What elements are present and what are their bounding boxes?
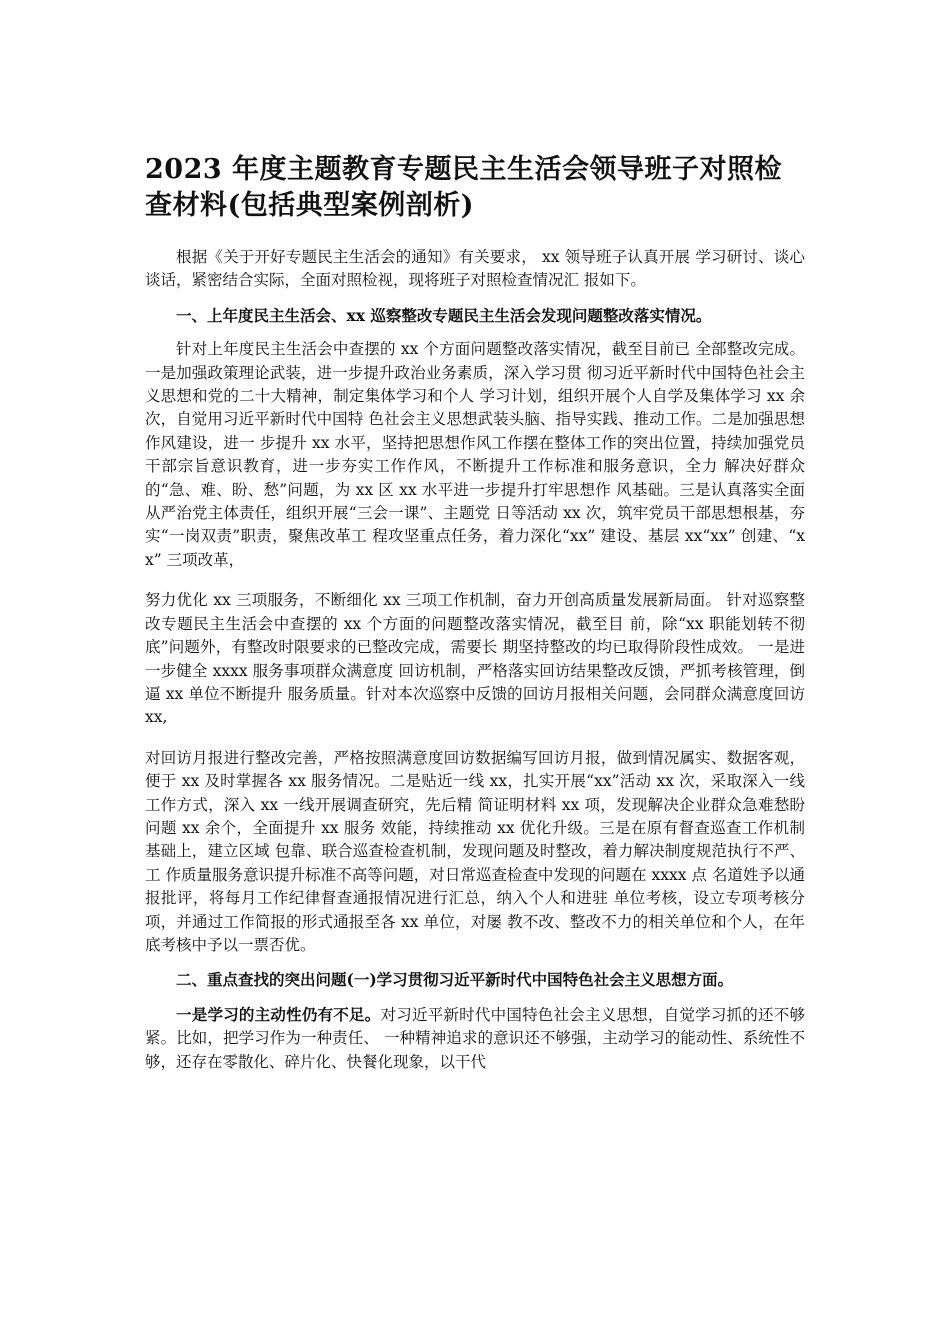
intro-paragraph: 根据《关于开好专题民主生活会的通知》有关要求， xx 领导班子认真开展 学习研讨、谈心谈话，紧密结合实际，全面对照检视，现将班子对照检查情况汇 报如下。: [145, 248, 805, 290]
document-title: 2023 年度主题教育专题民主生活会领导班子对照检查材料(包括典型案例剖析): [145, 154, 783, 221]
document-page: [145, 152, 805, 1074]
section2-heading: 二、重点查找的突出问题(一)学习贯彻习近平新时代中国特色社会主义思想方面。: [176, 970, 734, 990]
section1-paragraph-1: 针对上年度民主生活会中查摆的 xx 个方面问题整改落实情况，截至目前已 全部整改完成。 一是加强政策理论武装，进一步提升政治业务素质，深入学习贯 彻习近平新时代中国特色社会主义思想和党的二十大精神，制定集体学习和个人 学习计划，组织开展个人自学及集体学习 xx 余次，自觉用习近平新时代中国特 色社会主义思想武装头脑、指导实践、推动工作。二是加强思想作风建设，进一 步提升 xx 水平，坚持把思想作风工作摆在整体工作的突出位置，持续加强党员 干部宗旨意识教育，进一步夯实工作作风，不断提升工作标准和服务意识，全力 解决好群众的“急、难、盼、愁”问题，为 xx 区 xx 水平进一步提升打牢思想作 风基础。三是认真落实全面从严治党主体责任，组织开展“三会一课”、主题党 日等活动 xx 次，筑牢党员干部思想根基，夯实“一岗双责”职责，聚焦改革工 程攻坚重点任务，着力深化“xx” 建设、基层 xx“xx” 创建、“xx” 三项改革，: [145, 340, 805, 569]
section1-paragraph-3: 对回访月报进行整改完善，严格按照满意度回访数据编写回访月报，做到情况属实、数据客观，便于 xx 及时掌握各 xx 服务情况。二是贴近一线 xx，扎实开展“xx”活动 xx 次，采取深入一线工作方式，深入 xx 一线开展调查研究，先后精 简证明材料 xx 项，发现解决企业群众急难愁盼问题 xx 余个，全面提升 xx 服务 效能，持续推动 xx 优化升级。三是在原有督查巡查工作机制基础上，建立区域 包靠、联合巡查检查机制，发现问题及时整改，着力解决制度规范执行不严、工 作质量服务意识提升标准不高等问题，对日常巡查检查中发现的问题在 xxxx 点 名道姓予以通报批评，将每月工作纪律督查通报情况进行汇总，纳入个人和进驻 单位考核，设立专项考核分项，并通过工作简报的形式通报至各 xx 单位，对屡 教不改、整改不力的相关单位和个人，在年底考核中予以一票否优。: [145, 748, 805, 954]
section2-paragraph-1-lead: 一是学习的主动性仍有不足。: [176, 1004, 381, 1024]
section1-paragraph-2: 努力优化 xx 三项服务，不断细化 xx 三项工作机制，奋力开创高质量发展新局面。 针对巡察整改专题民主生活会中查摆的 xx 个方面的问题整改落实情况，截至目 前，除“xx 职能划转不彻底”问题外，有整改时限要求的已整改完成，需要长 期坚持整改的均已取得阶段性成效。 一是进一步健全 xxxx 服务事项群众满意度 回访机制，严格落实回访结果整改反馈，严抓考核管理，倒逼 xx 单位不断提升 服务质量。针对本次巡察中反馈的回访月报相关问题，会同群众满意度回访 xx,: [145, 591, 805, 727]
section2-paragraph-1-body: 对习近平新时代中国特色社会主义思想，自觉学习抓的还不够紧。比如，把学习作为一种责任、 一种精神追求的意识还不够强，主动学习的能动性、系统性不够，还存在零散化、碎片化、快餐化现象，以干代: [145, 1005, 805, 1071]
section1-heading: 一、上年度民主生活会、xx 巡察整改专题民主生活会发现问题整改落实情况。: [176, 305, 712, 325]
section2-paragraph-1: [145, 1003, 805, 1074]
